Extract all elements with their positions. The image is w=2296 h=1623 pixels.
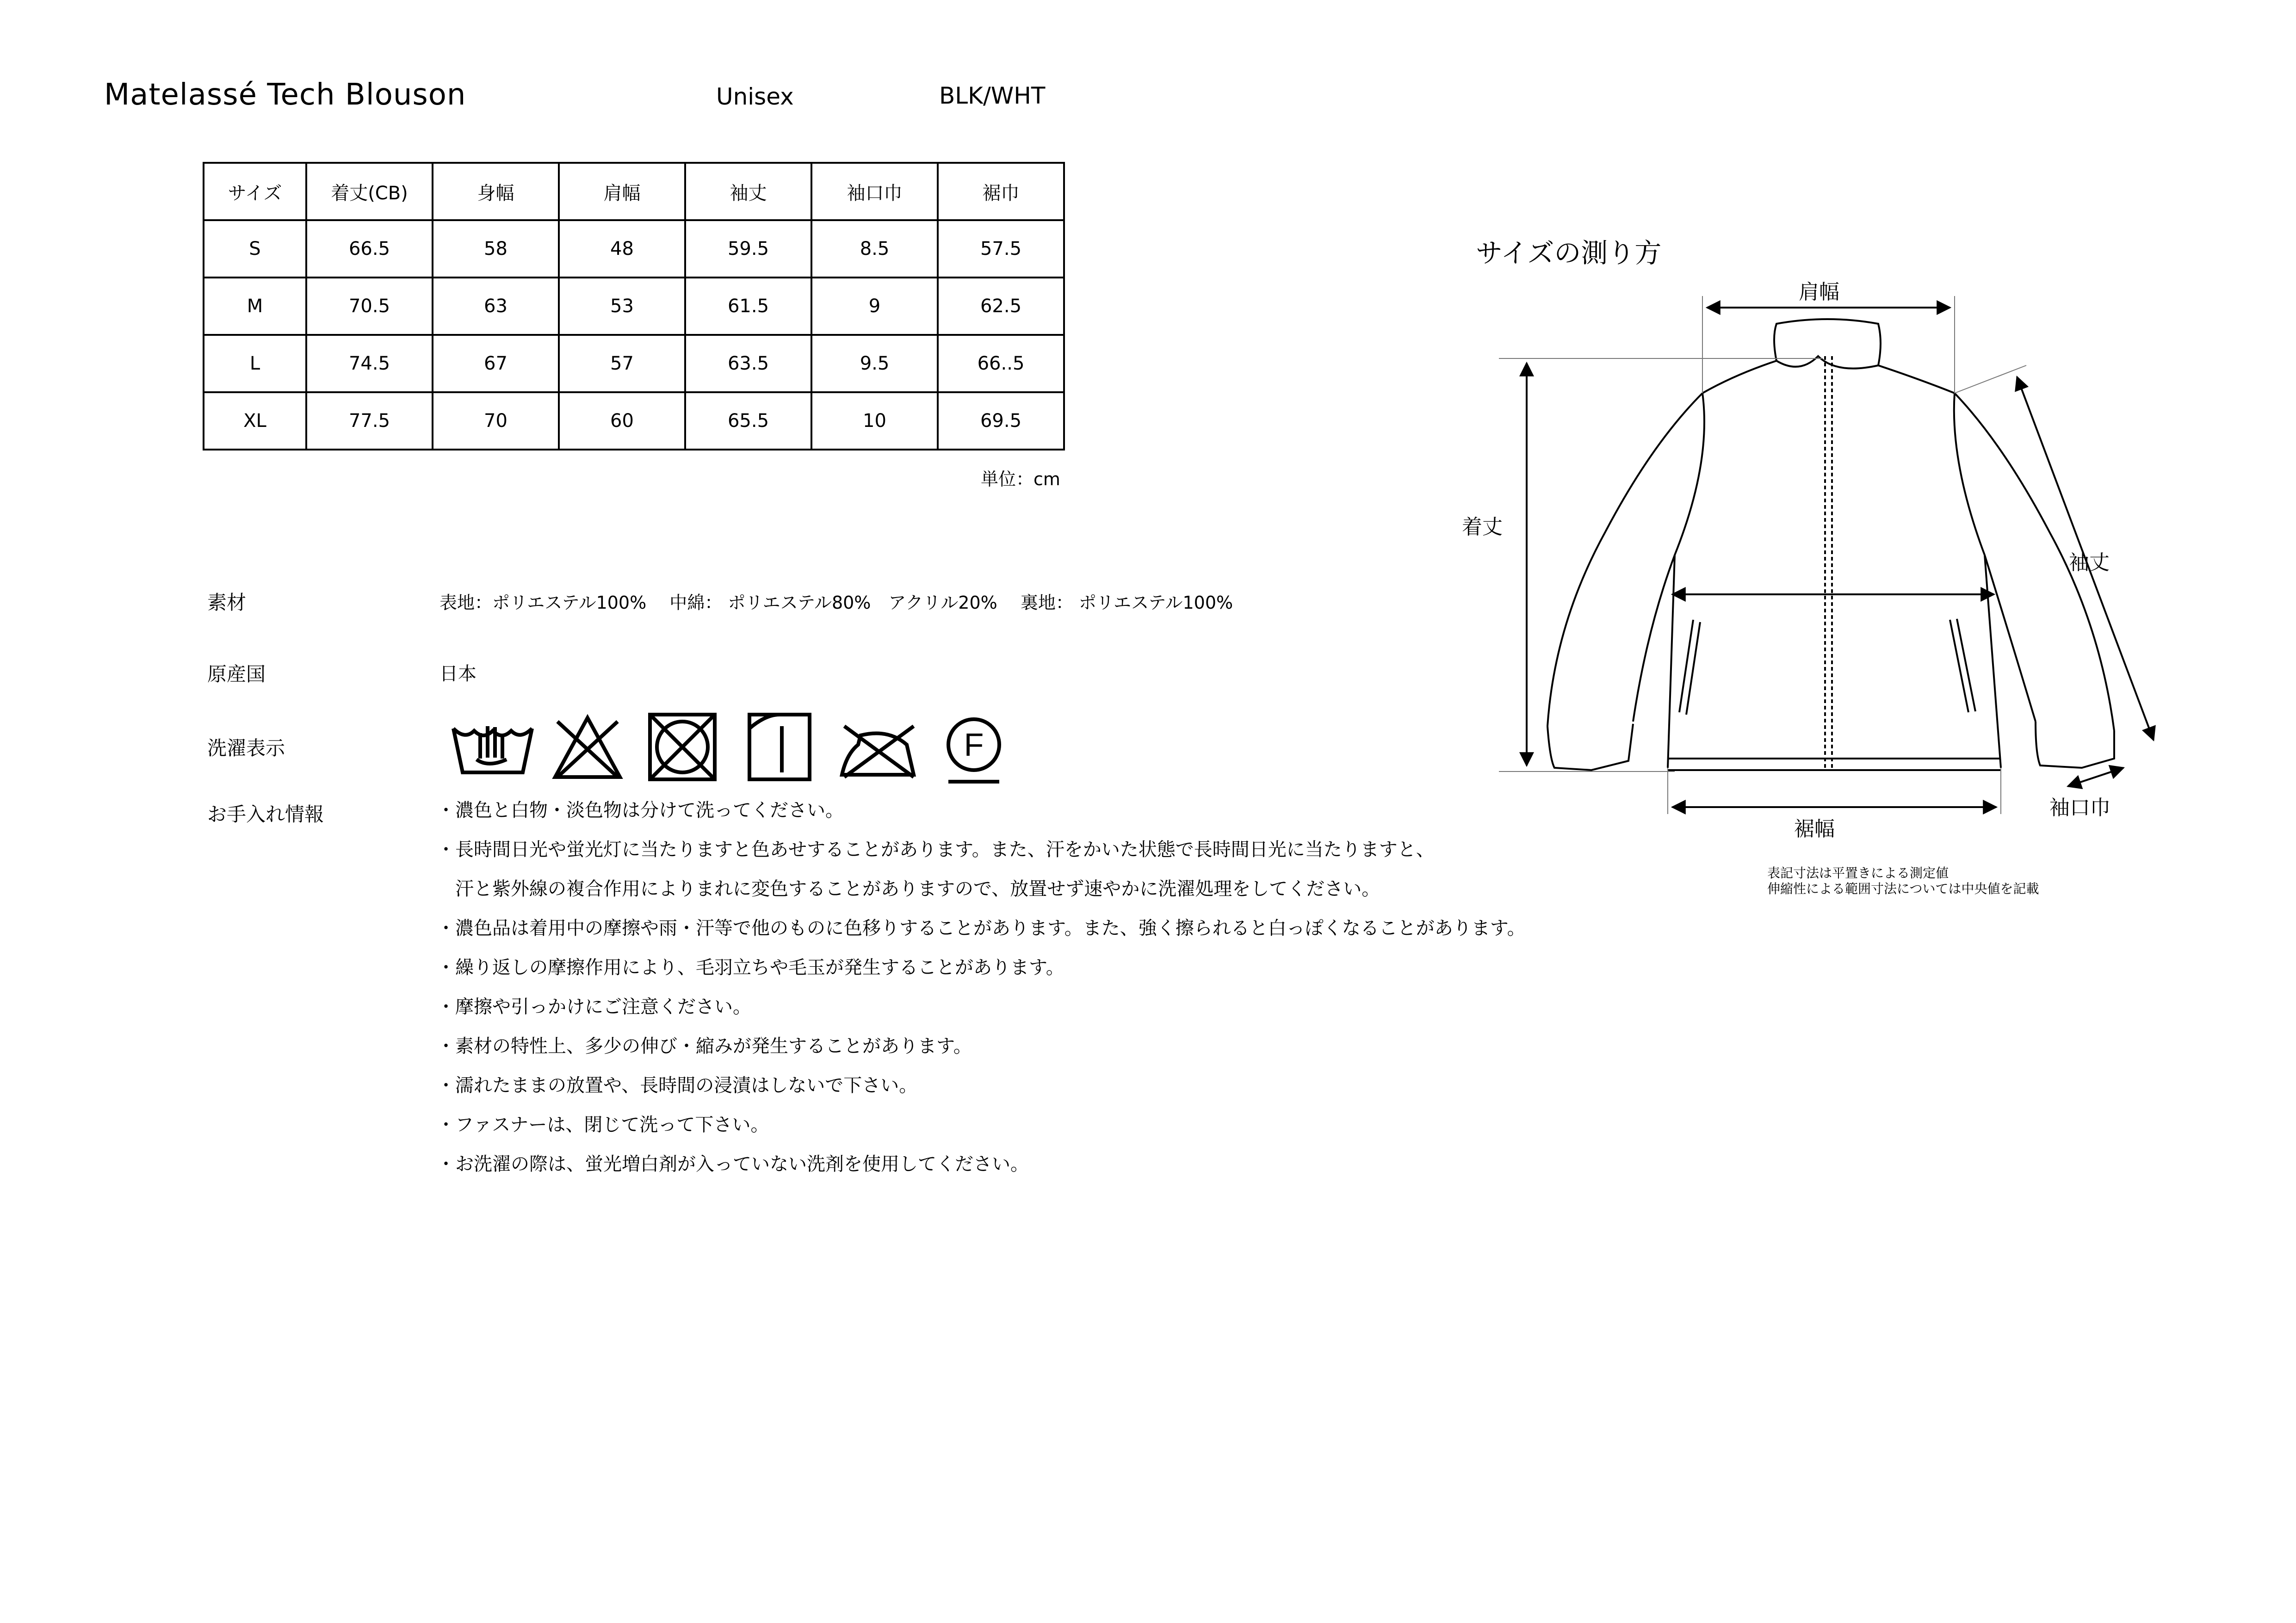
care-note: ・お洗濯の際は、蛍光増白剤が入っていない洗剤を使用してください。 (437, 1154, 1029, 1175)
diagram-title: サイズの測り方 (1476, 237, 1662, 269)
table-cell: 66.5 (306, 220, 433, 278)
table-cell: 61.5 (685, 278, 811, 335)
wash-symbols (449, 708, 1022, 791)
care-note: ・素材の特性上、多少の伸び・縮みが発生することがあります。 (437, 1036, 972, 1057)
jacket-outline (1547, 319, 2114, 770)
no-tumble-dry-icon (650, 715, 715, 779)
table-row (204, 392, 1064, 450)
product-title: Matelassé Tech Blouson (104, 78, 466, 112)
header-cell: サイズ (204, 163, 306, 220)
care-note: ・長時間日光や蛍光灯に当たりますと色あせすることがあります。また、汗をかいた状態で長時間日光に当たりますと、 (437, 839, 1435, 860)
care-note: 汗と紫外線の複合作用によりまれに変色することがありますので、放置せず速やかに洗濯処理をしてください。 (437, 878, 1380, 900)
hand-wash-30-icon (453, 726, 532, 772)
care-note: ・濃色と白物・淡色物は分けて洗ってください。 (437, 800, 844, 821)
care-note: ・濡れたままの放置や、長時間の浸漬はしないで下さい。 (437, 1075, 918, 1096)
wash-label: 洗濯表示 (207, 737, 285, 759)
table-cell: 77.5 (306, 392, 433, 450)
table-cell: 70 (433, 392, 559, 450)
line-dry-icon (749, 715, 810, 779)
size-cell: L (204, 335, 306, 392)
table-cell: 9 (811, 278, 938, 335)
dry-clean-letter: F (964, 727, 984, 763)
shoulder-label: 肩幅 (1799, 280, 1839, 304)
table-cell: 65.5 (685, 392, 811, 450)
table-cell: 66..5 (938, 335, 1064, 392)
care-note: ・ファスナーは、閉じて洗って下さい。 (437, 1114, 769, 1135)
sleeve-label: 袖丈 (2069, 551, 2110, 574)
table-row (204, 335, 1064, 392)
gender-label: Unisex (716, 83, 794, 110)
table-cell: 48 (559, 220, 685, 278)
table-cell: 74.5 (306, 335, 433, 392)
care-note: ・摩擦や引っかけにご注意ください。 (437, 996, 751, 1018)
size-cell: S (204, 220, 306, 278)
color-code: BLK/WHT (939, 82, 1046, 109)
table-cell: 62.5 (938, 278, 1064, 335)
header-cell: 身幅 (433, 163, 559, 220)
origin-value: 日本 (439, 663, 477, 685)
no-bleach-icon (555, 718, 620, 777)
measure-note-1: 表記寸法は平置きによる測定値 (1767, 865, 1949, 881)
dry-clean-f-icon (948, 719, 999, 782)
jacket-diagram (1434, 217, 2156, 902)
care-note: ・濃色品は着用中の摩擦や雨・汗等で他のものに色移りすることがあります。また、強く擦られると白っぽくなることがあります。 (437, 918, 1526, 939)
table-row (204, 278, 1064, 335)
table-cell: 53 (559, 278, 685, 335)
guide-lines (1499, 296, 2026, 814)
table-cell: 63 (433, 278, 559, 335)
table-cell: 57.5 (938, 220, 1064, 278)
care-note: ・繰り返しの摩擦作用により、毛羽立ちや毛玉が発生することがあります。 (437, 957, 1064, 978)
table-cell: 59.5 (685, 220, 811, 278)
measurement-arrows (1527, 308, 2154, 807)
material-value: 表地：ポリエステル100% 中綿： ポリエステル80% アクリル20% 裏地： ポリエステル100% (439, 592, 1233, 613)
table-cell: 57 (559, 335, 685, 392)
length-label: 着丈 (1462, 515, 1503, 539)
header-cell: 袖丈 (685, 163, 811, 220)
table-cell: 67 (433, 335, 559, 392)
material-label: 素材 (207, 591, 247, 614)
care-label: お手入れ情報 (207, 803, 324, 826)
header-cell: 袖口巾 (811, 163, 938, 220)
no-iron-icon (842, 726, 914, 777)
table-cell: 8.5 (811, 220, 938, 278)
table-cell: 60 (559, 392, 685, 450)
cuff-label: 袖口巾 (2049, 796, 2110, 820)
origin-label: 原産国 (207, 663, 266, 685)
header-cell: 肩幅 (559, 163, 685, 220)
size-cell: M (204, 278, 306, 335)
table-cell: 70.5 (306, 278, 433, 335)
table-row (204, 220, 1064, 278)
table-cell: 63.5 (685, 335, 811, 392)
table-cell: 69.5 (938, 392, 1064, 450)
table-cell: 58 (433, 220, 559, 278)
hem-label: 裾幅 (1794, 817, 1835, 841)
size-table (203, 162, 1065, 450)
measure-note-2: 伸縮性による範囲寸法については中央値を記載 (1767, 881, 2039, 896)
table-cell: 9.5 (811, 335, 938, 392)
table-cell: 10 (811, 392, 938, 450)
unit-label: 単位：cm (981, 469, 1060, 489)
size-cell: XL (204, 392, 306, 450)
size-table-header (204, 163, 1064, 220)
header-cell: 着丈(CB) (306, 163, 433, 220)
header-cell: 裾巾 (938, 163, 1064, 220)
